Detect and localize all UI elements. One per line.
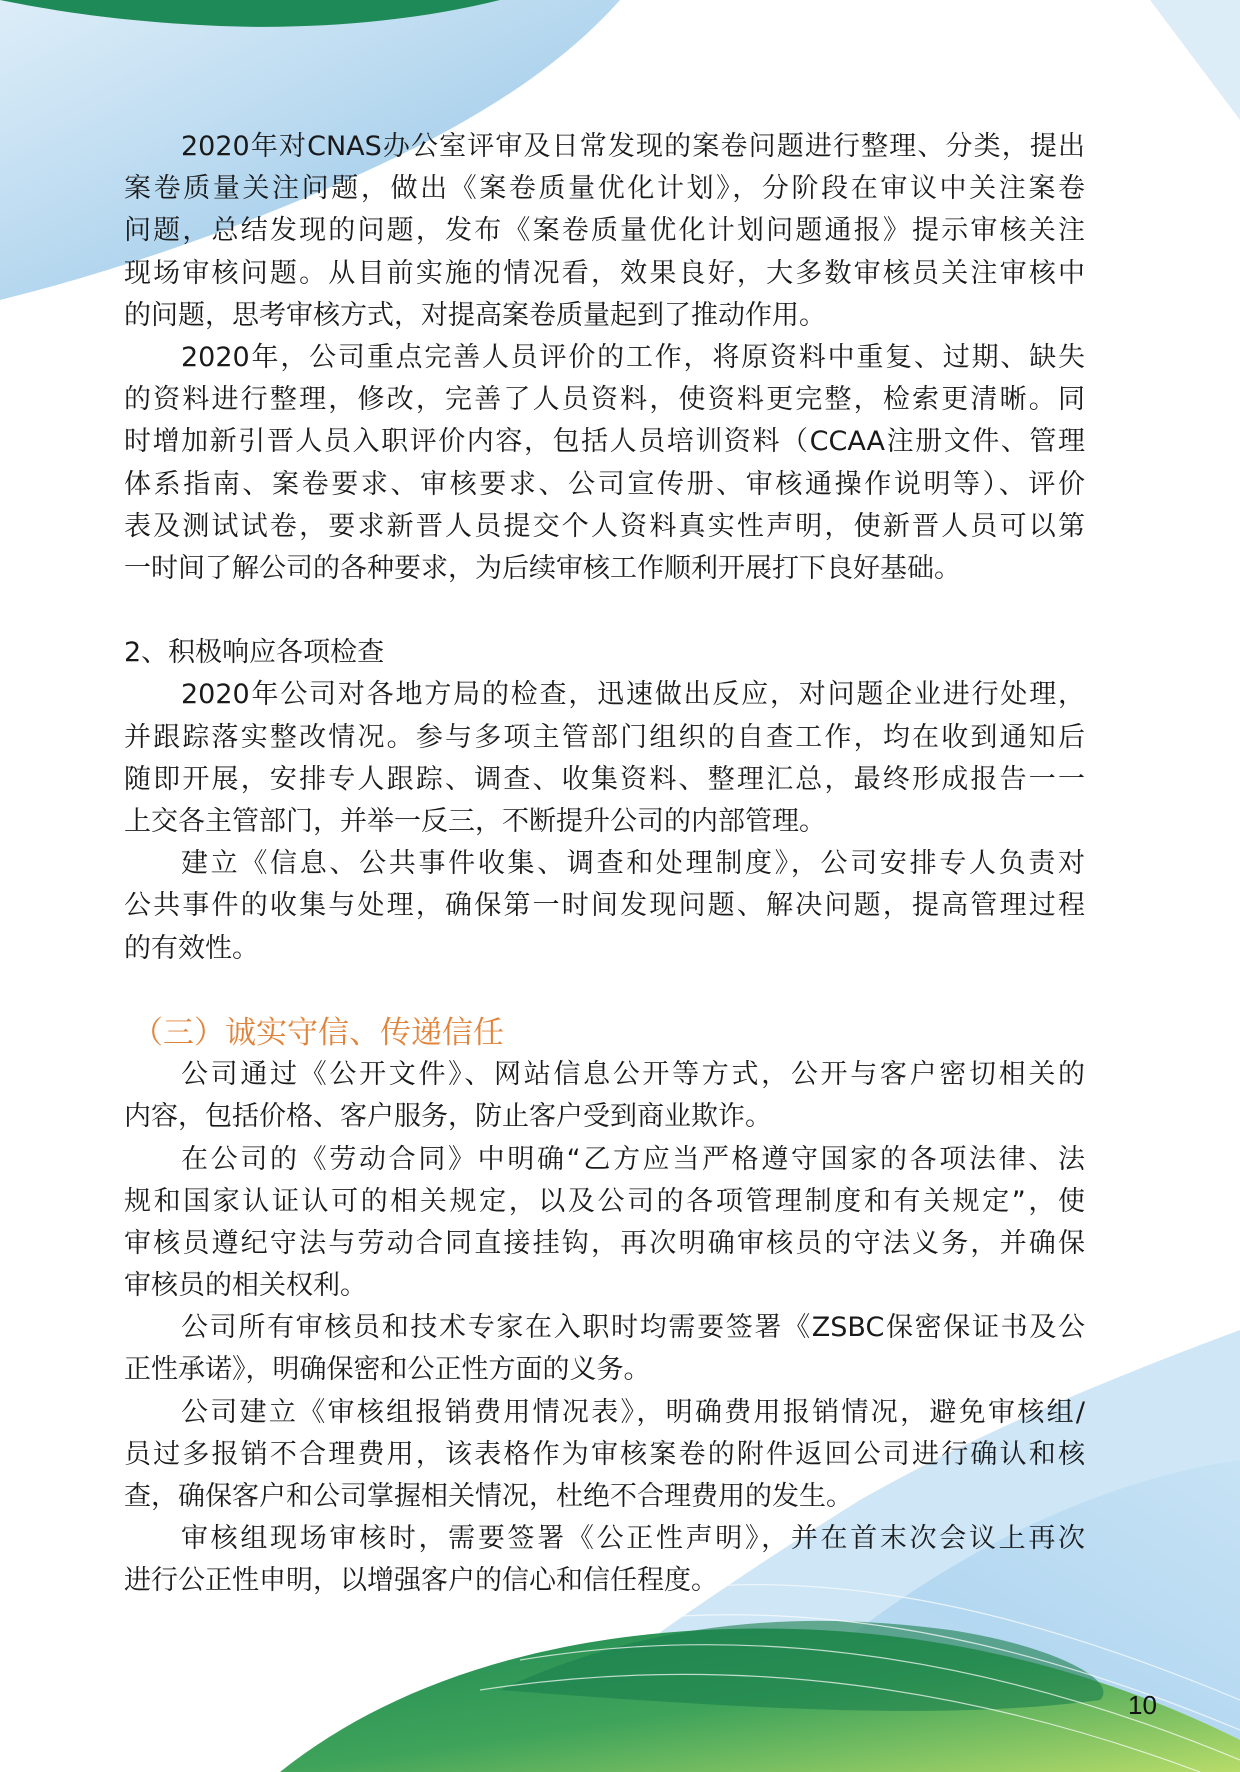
text-line: 公共事件的收集与处理，确保第一时间发现问题、解决问题，提高管理过程 xyxy=(124,890,1085,922)
paragraph xyxy=(124,126,1085,337)
section-heading: （三）诚实守信、传递信任 xyxy=(132,1014,504,1051)
text-line: 查，确保客户和公司掌握相关情况，杜绝不合理费用的发生。 xyxy=(124,1481,853,1512)
text-line: 问题，总结发现的问题，发布《案卷质量优化计划问题通报》提示审核关注 xyxy=(124,215,1085,247)
text-line: 公司通过《公开文件》、网站信息公开等方式，公开与客户密切相关的 xyxy=(181,1059,1085,1091)
text-line: 体系指南、案卷要求、审核要求、公司宣传册、审核通操作说明等）、评价 xyxy=(124,468,1085,500)
text-line: 上交各主管部门，并举一反三，不断提升公司的内部管理。 xyxy=(124,806,826,837)
text-line: 建立《信息、公共事件收集、调查和处理制度》，公司安排专人负责对 xyxy=(181,848,1085,880)
text-line: 现场审核问题。从目前实施的情况看，效果良好，大多数审核员关注审核中 xyxy=(124,257,1085,289)
text-line: 案卷质量关注问题，做出《案卷质量优化计划》，分阶段在审议中关注案卷 xyxy=(124,173,1085,205)
text-line: 随即开展，安排专人跟踪、调查、收集资料、整理汇总，最终形成报告一一 xyxy=(124,763,1085,795)
paragraph xyxy=(124,1307,1085,1391)
paragraph xyxy=(124,674,1085,843)
text-line: 并跟踪落实整改情况。参与多项主管部门组织的自查工作，均在收到通知后 xyxy=(124,721,1085,753)
paragraph xyxy=(124,843,1085,970)
text-line: 员过多报销不合理费用，该表格作为审核案卷的附件返回公司进行确认和核 xyxy=(124,1438,1085,1470)
paragraph xyxy=(124,1392,1085,1519)
paragraph xyxy=(124,1518,1085,1602)
document-body xyxy=(124,126,1085,1603)
text-line: 的问题，思考审核方式，对提高案卷质量起到了推动作用。 xyxy=(124,299,826,331)
text-line: 的资料进行整理，修改，完善了人员资料，使资料更完整，检索更清晰。同 xyxy=(124,384,1085,416)
text-line: 在公司的《劳动合同》中明确“乙方应当严格遵守国家的各项法律、法 xyxy=(181,1143,1085,1175)
paragraph xyxy=(124,337,1085,590)
text-line: 表及测试试卷，要求新晋人员提交个人资料真实性声明，使新晋人员可以第 xyxy=(124,510,1085,542)
text-line: 2020年，公司重点完善人员评价的工作，将原资料中重复、过期、缺失 xyxy=(181,341,1085,373)
text-line: 2020年对CNAS办公室评审及日常发现的案卷问题进行整理、分类，提出 xyxy=(181,131,1085,162)
text-line: 审核员的相关权利。 xyxy=(124,1270,367,1302)
page-number: 10 xyxy=(1128,1690,1157,1720)
text-line: 一时间了解公司的各种要求，为后续审核工作顺利开展打下良好基础。 xyxy=(124,552,961,584)
text-line: 时增加新引晋人员入职评价内容，包括人员培训资料（CCAA注册文件、管理 xyxy=(124,426,1085,458)
text-line: 公司所有审核员和技术专家在入职时均需要签署《ZSBC保密保证书及公 xyxy=(181,1312,1085,1344)
text-line: 的有效性。 xyxy=(124,932,259,964)
paragraph xyxy=(124,1054,1085,1138)
text-line: 公司建立《审核组报销费用情况表》，明确费用报销情况，避免审核组/ xyxy=(181,1396,1085,1428)
text-line: 审核组现场审核时，需要签署《公正性声明》，并在首末次会议上再次 xyxy=(181,1523,1085,1555)
blank-line xyxy=(124,590,1085,632)
paragraph xyxy=(124,1139,1085,1308)
text-line: 审核员遵纪守法与劳动合同直接挂钩，再次明确审核员的守法义务，并确保 xyxy=(124,1227,1085,1259)
text-line: 正性承诺》，明确保密和公正性方面的义务。 xyxy=(124,1354,651,1386)
text-line: 进行公正性申明，以增强客户的信心和信任程度。 xyxy=(124,1565,718,1597)
text-line: 2020年公司对各地方局的检查，迅速做出反应，对问题企业进行处理， xyxy=(181,679,1085,711)
blank-line xyxy=(124,970,1085,1012)
text-line: 内容，包括价格、客户服务，防止客户受到商业欺诈。 xyxy=(124,1101,772,1133)
text-line: 规和国家认证认可的相关规定，以及公司的各项管理制度和有关规定”，使 xyxy=(124,1185,1085,1217)
subsection-heading: 2、积极响应各项检查 xyxy=(124,637,385,669)
